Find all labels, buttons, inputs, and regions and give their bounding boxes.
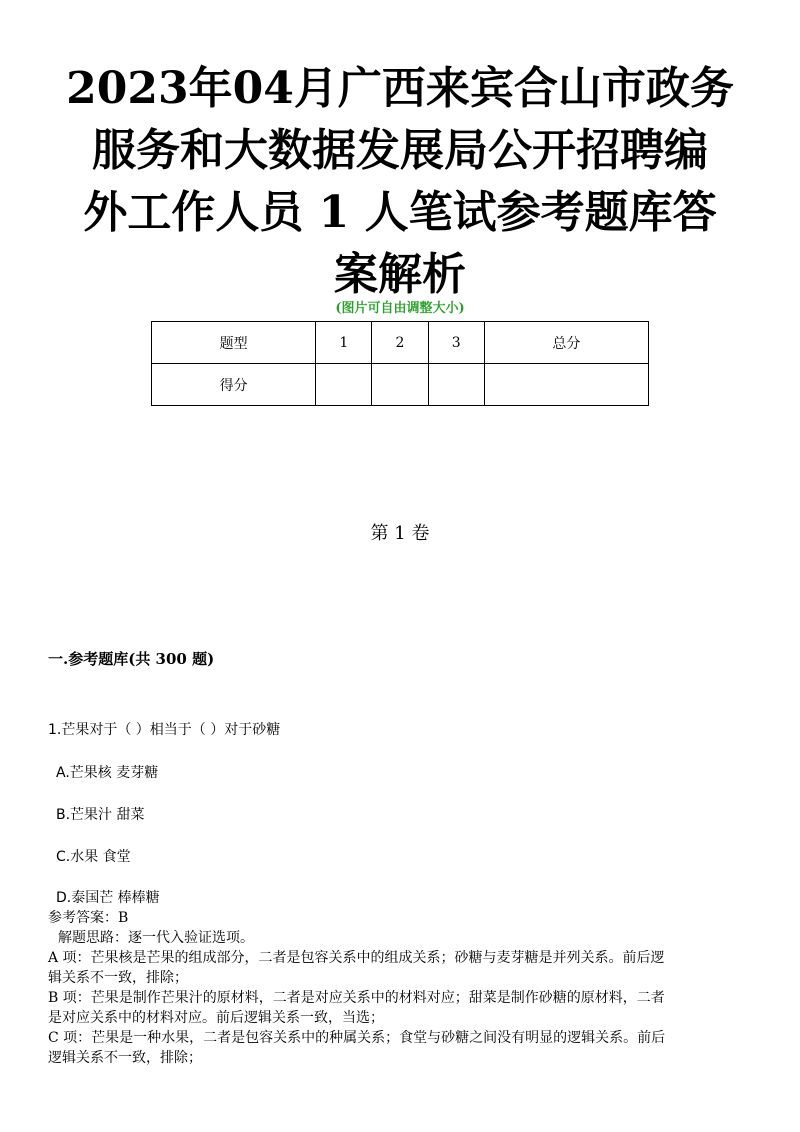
table-header-cell: 1 — [316, 322, 372, 364]
answer-label: 参考答案：B — [48, 910, 129, 926]
question-stem: 1.芒果对于（ ）相当于（ ）对于砂糖 — [48, 722, 281, 738]
answer-intro: 解题思路：逐一代入验证选项。 — [58, 930, 254, 946]
answer-block — [48, 908, 760, 1068]
option-c: C.水果 食堂 — [56, 849, 131, 865]
document-title — [40, 58, 760, 306]
answer-text-line: 是对应关系中的材料对应。前后逻辑关系一致，当选； — [48, 1010, 384, 1026]
answer-text-line: B 项：芒果是制作芒果汁的原材料，二者是对应关系中的材料对应；甜菜是制作砂糖的原材料，二者 — [48, 990, 665, 1006]
score-cell — [484, 364, 648, 406]
image-resize-note: (图片可自由调整大小) — [335, 301, 465, 316]
table-header-cell: 总分 — [484, 322, 648, 364]
title-line: 外工作人员 1 人笔试参考题库答 — [83, 187, 717, 238]
volume-heading: 第 1 卷 — [370, 523, 430, 544]
option-a: A.芒果核 麦芽糖 — [56, 765, 159, 781]
title-line: 案解析 — [334, 249, 466, 300]
score-table-header-row — [152, 322, 649, 364]
answer-text-line: A 项：芒果核是芒果的组成部分，二者是包容关系中的组成关系；砂糖与麦芽糖是并列关系。前后逻 — [48, 950, 665, 966]
score-cell — [372, 364, 428, 406]
answer-text-line: C 项：芒果是一种水果，二者是包容关系中的种属关系；食堂与砂糖之间没有明显的逻辑关系。前后 — [48, 1030, 666, 1046]
score-cell — [316, 364, 372, 406]
answer-text-line: 辑关系不一致，排除； — [48, 970, 188, 986]
table-header-cell: 3 — [428, 322, 484, 364]
table-header-cell: 2 — [372, 322, 428, 364]
table-row-label: 得分 — [152, 364, 316, 406]
title-line: 服务和大数据发展局公开招聘编 — [92, 125, 708, 176]
table-header-cell: 题型 — [152, 322, 316, 364]
option-b: B.芒果汁 甜菜 — [56, 807, 145, 823]
score-table — [151, 321, 649, 406]
score-cell — [428, 364, 484, 406]
option-d: D.泰国芒 棒棒糖 — [56, 890, 160, 906]
title-line: 2023年04月广西来宾合山市政务 — [66, 63, 734, 114]
score-table-score-row — [152, 364, 649, 406]
section-heading: 一.参考题库(共 300 题) — [48, 650, 215, 668]
answer-text-line: 逻辑关系不一致，排除； — [48, 1050, 202, 1066]
